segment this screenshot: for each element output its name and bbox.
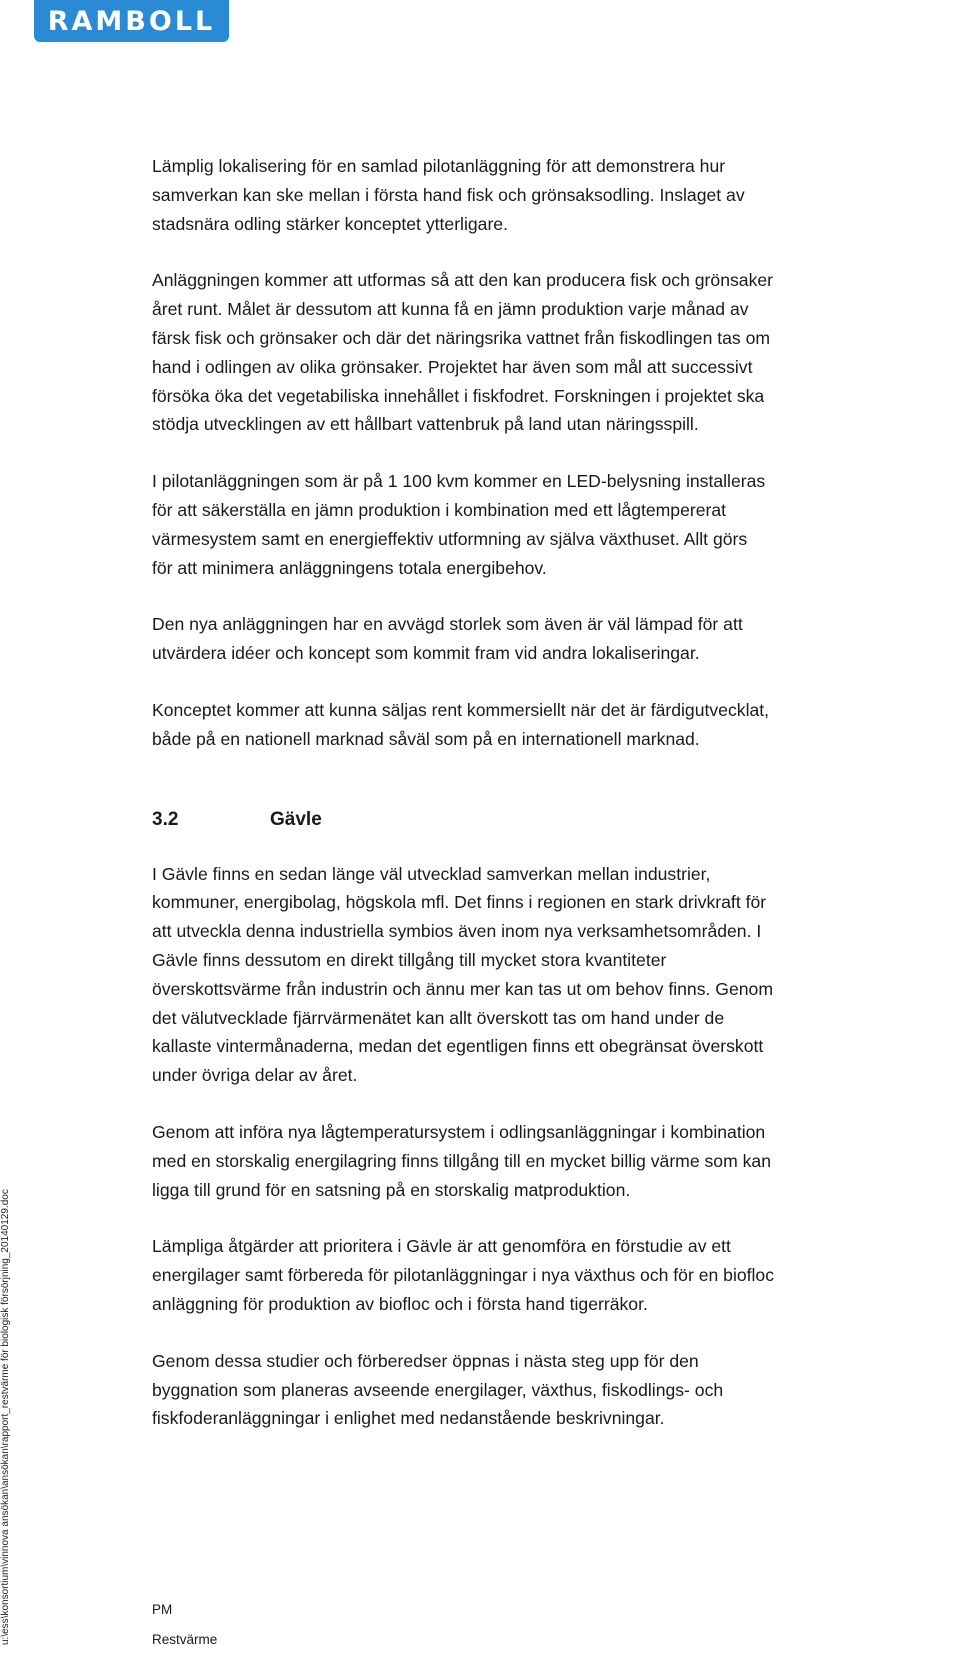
paragraph-group-a: [152, 152, 952, 754]
text-line: stödja utvecklingen av ett hållbart vattenbruk på land utan näringsspill.: [152, 414, 699, 435]
paragraph: [152, 696, 952, 754]
document-body: [152, 152, 952, 1461]
text-line: stadsnära odling stärker konceptet ytterligare.: [152, 213, 508, 234]
text-line: fiskfoderanläggningar i enlighet med nedanstående beskrivningar.: [152, 1408, 665, 1429]
text-line: kallaste vintermånaderna, medan det egentligen finns ett obegränsat överskott: [152, 1036, 764, 1057]
footer-doc-type: PM: [152, 1602, 173, 1617]
paragraph: [152, 1118, 952, 1204]
text-line: värmesystem samt en energieffektiv utformning av själva växthuset. Allt görs: [152, 528, 748, 549]
text-line: att utveckla denna industriella symbios även inom nya verksamhetsområden. I: [152, 921, 762, 942]
section-number: 3.2: [152, 808, 179, 830]
text-line: Genom att införa nya lågtemperatursystem i odlingsanläggningar i kombination: [152, 1121, 766, 1142]
text-line: Gävle finns dessutom en direkt tillgång till mycket stora kvantiteter: [152, 949, 667, 970]
text-line: Den nya anläggningen har en avvägd storlek som även är väl lämpad för att: [152, 614, 743, 635]
text-line: året runt. Målet är dessutom att kunna få en jämn produktion varje månad av: [152, 299, 749, 320]
text-line: färsk fisk och grönsaker och där det näringsrika vattnet från fiskodlingen tas om: [152, 327, 771, 348]
text-line: Konceptet kommer att kunna säljas rent kommersiellt när det är färdigutvecklat,: [152, 699, 770, 720]
ramboll-logo: [34, 0, 229, 42]
footer-doc-title: Restvärme: [152, 1632, 218, 1647]
section-title: Gävle: [270, 808, 322, 830]
text-line: anläggning för produktion av biofloc och i första hand tigerräkor.: [152, 1293, 648, 1314]
text-line: för att minimera anläggningens totala energibehov.: [152, 557, 547, 578]
paragraph: [152, 266, 952, 439]
paragraph: [152, 1347, 952, 1433]
text-line: energilager samt förbereda för pilotanläggningar i nya växthus och för en biofloc: [152, 1265, 775, 1286]
file-path-margin: [0, 1085, 14, 1645]
text-line: Lämplig lokalisering för en samlad pilotanläggning för att demonstrera hur: [152, 156, 726, 176]
paragraph: [152, 1232, 952, 1318]
text-line: under övriga delar av året.: [152, 1065, 358, 1086]
logo-text: RAMBOLL: [47, 5, 216, 37]
text-line: hand i odlingen av olika grönsaker. Projektet har även som mål att successivt: [152, 356, 753, 377]
text-line: Lämpliga åtgärder att prioritera i Gävle är att genomföra en förstudie av ett: [152, 1236, 731, 1257]
paragraph: [152, 610, 952, 668]
footer: [152, 1595, 217, 1655]
text-line: I pilotanläggningen som är på 1 100 kvm kommer en LED-belysning installeras: [152, 471, 766, 492]
text-line: I Gävle finns en sedan länge väl utvecklad samverkan mellan industrier,: [152, 863, 711, 884]
paragraph: [152, 467, 952, 582]
paragraph-group-b: [152, 860, 952, 1434]
text-line: försöka öka det vegetabiliska innehållet i fiskfodret. Forskningen i projektet ska: [152, 385, 765, 406]
text-line: det välutvecklade fjärrvärmenätet kan allt överskott tas om hand under de: [152, 1007, 725, 1028]
text-line: kommuner, energibolag, högskola mfl. Det finns i regionen en stark drivkraft för: [152, 892, 767, 913]
text-line: utvärdera idéer och koncept som kommit fram vid andra lokaliseringar.: [152, 643, 700, 664]
text-line: samverkan kan ske mellan i första hand fisk och grönsaksodling. Inslaget av: [152, 184, 745, 205]
text-line: både på en nationell marknad såväl som på en internationell marknad.: [152, 728, 700, 749]
text-line: med en storskalig energilagring finns tillgång till en mycket billig värme som kan: [152, 1150, 771, 1171]
text-line: Anläggningen kommer att utformas så att den kan producera fisk och grönsaker: [152, 270, 774, 291]
section-heading: [152, 806, 952, 834]
paragraph: [152, 860, 952, 1090]
paragraph: [152, 152, 952, 238]
text-line: överskottsvärme från industrin och ännu mer kan tas ut om behov finns. Genom: [152, 978, 773, 999]
text-line: byggnation som planeras avseende energilager, växthus, fiskodlings- och: [152, 1379, 724, 1400]
text-line: ligga till grund för en satsning på en storskalig matproduktion.: [152, 1179, 631, 1200]
file-path-text: u:\ess\konsortium\vinnova ansökan\ansökan\rapport_restvärme för biologisk försörjning_20140129.doc: [0, 1189, 11, 1645]
text-line: för att säkerställa en jämn produktion i kombination med ett lågtempererat: [152, 499, 727, 520]
text-line: Genom dessa studier och förberedser öppnas i nästa steg upp för den: [152, 1350, 699, 1371]
